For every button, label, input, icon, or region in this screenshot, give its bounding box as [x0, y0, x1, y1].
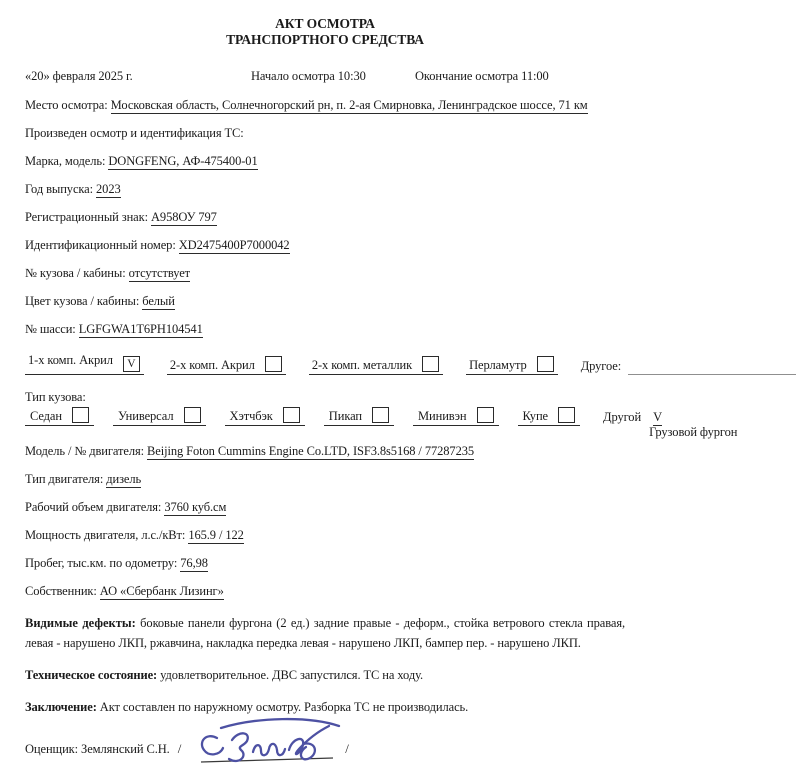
body-type-other-value: Грузовой фургон [649, 425, 738, 439]
paint-checkbox-acryl-2k[interactable] [265, 356, 282, 372]
body-type-option-sedan [25, 407, 94, 426]
signature-image [187, 715, 345, 773]
body-type-option-label: Купе [522, 409, 548, 423]
field-chassis-number [25, 323, 625, 336]
field-value: 3760 куб.см [164, 500, 227, 514]
field-body-color [25, 295, 625, 308]
field-label: Пробег, тыс.км. по одометру: [25, 556, 178, 570]
paint-checkbox-metallic-2k[interactable] [422, 356, 439, 372]
field-engine-volume [25, 501, 625, 514]
field-value: А958ОУ 797 [151, 210, 217, 224]
condition-label: Техническое состояние: [25, 668, 158, 682]
body-type-option-pickup [324, 407, 394, 426]
appraiser-row [25, 741, 625, 757]
field-value: DONGFENG, АФ-475400-01 [108, 154, 258, 168]
body-type-option-label: Минивэн [418, 409, 467, 423]
field-label: Цвет кузова / кабины: [25, 294, 140, 308]
field-owner [25, 585, 625, 598]
field-label: Модель / № двигателя: [25, 444, 144, 458]
field-reg-plate [25, 211, 625, 224]
field-label: Тип двигателя: [25, 472, 104, 486]
paint-option-pearl [466, 356, 558, 375]
inspection-end-time: Окончание осмотра 11:00 [415, 69, 549, 83]
paint-other-label: Другое: [580, 359, 622, 373]
body-type-checkbox-coupe[interactable] [558, 407, 575, 423]
body-type-checkbox-sedan[interactable] [72, 407, 89, 423]
body-type-checkbox-wagon[interactable] [184, 407, 201, 423]
page-title-line2: ТРАНСПОРТНОГО СРЕДСТВА [226, 32, 424, 47]
meta-row [25, 69, 625, 84]
field-value: Московская область, Солнечногорский рн, п. 2-ая Смирновка, Ленинградское шоссе, 71 км [110, 98, 588, 112]
defects-label: Видимые дефекты: [25, 616, 136, 630]
inspection-start-time: Начало осмотра 10:30 [251, 69, 366, 83]
paint-other [581, 359, 796, 375]
body-type-option-wagon [113, 407, 206, 426]
defects-section [25, 613, 625, 653]
body-type-checkbox-hatchback[interactable] [283, 407, 300, 423]
body-type-other-label: Другой [603, 410, 642, 424]
field-label: Регистрационный знак: [25, 210, 148, 224]
signature-open-slash: / [177, 741, 182, 756]
field-value: Beijing Foton Cummins Engine Co.LTD, ISF3.8s5168 / 77287235 [147, 444, 475, 458]
page-title-line1: АКТ ОСМОТРА [275, 16, 375, 31]
body-type-label: Тип кузова: [25, 390, 86, 404]
field-year [25, 183, 625, 196]
field-value: АО «Сбербанк Лизинг» [99, 584, 224, 598]
paint-type-row [25, 353, 625, 375]
defects-text: боковые панели фургона (2 ед.) задние правые - деформ., стойка ветрового стекла правая, левая - нарушено ЛКП, ржавчина, накладка передка левая - нарушено ЛКП, бампер пер. - нарушено ЛКП. [25, 616, 626, 650]
intro-statement: Произведен осмотр и идентификация ТС: [25, 126, 244, 140]
field-mileage [25, 557, 625, 570]
field-value: отсутствует [128, 266, 191, 280]
body-type-option-label: Универсал [118, 409, 174, 423]
field-value: LGFGWA1T6PH104541 [78, 322, 203, 336]
conclusion-label: Заключение: [25, 700, 97, 714]
field-value: XD2475400P7000042 [178, 238, 290, 252]
field-label: Рабочий объем двигателя: [25, 500, 162, 514]
inspection-date: «20» февраля 2025 г. [25, 69, 133, 83]
paint-checkbox-acryl-1k[interactable]: V [123, 356, 140, 372]
field-value: белый [142, 294, 175, 308]
field-label: Марка, модель: [25, 154, 106, 168]
paint-checkbox-pearl[interactable] [537, 356, 554, 372]
body-type-option-label: Хэтчбэк [229, 409, 273, 423]
body-type-option-coupe [518, 407, 581, 426]
body-type-checkbox-pickup[interactable] [372, 407, 389, 423]
body-type-other-mark: V [653, 410, 662, 424]
body-type-other-line[interactable] [649, 410, 738, 439]
field-value: дизель [106, 472, 142, 486]
field-value: 76,98 [180, 556, 208, 570]
page-title [25, 16, 625, 48]
field-label: Мощность двигателя, л.с./кВт: [25, 528, 186, 542]
field-label: Идентификационный номер: [25, 238, 176, 252]
field-vin [25, 239, 625, 252]
body-type-option-label: Седан [30, 409, 62, 423]
body-type-checkbox-minivan[interactable] [477, 407, 494, 423]
paint-option-label: Перламутр [469, 358, 527, 372]
field-make-model [25, 155, 625, 168]
field-engine-type [25, 473, 625, 486]
field-engine-power [25, 529, 625, 542]
field-label: Собственник: [25, 584, 97, 598]
paint-option-label: 1-х комп. Акрил [28, 353, 113, 367]
field-label: Место осмотра: [25, 98, 108, 112]
condition-text: удовлетворительное. ДВС запустился. ТС на ходу. [160, 668, 424, 682]
body-type-row [25, 407, 738, 439]
paint-option-acryl-1k [25, 353, 144, 375]
body-type-option-label: Пикап [328, 409, 362, 423]
field-body-number [25, 267, 625, 280]
body-type-option-hatchback [225, 407, 305, 426]
condition-section [25, 665, 625, 685]
paint-option-metallic-2k [309, 356, 443, 375]
field-value: 165.9 / 122 [188, 528, 244, 542]
field-value: 2023 [96, 182, 121, 196]
paint-option-label: 2-х комп. металлик [311, 358, 413, 372]
paint-other-blank-line[interactable] [628, 362, 796, 375]
conclusion-section [25, 697, 625, 717]
field-label: Год выпуска: [25, 182, 93, 196]
appraiser-label: Оценщик: Землянский С.Н. [25, 741, 170, 756]
signature-close-slash: / [345, 741, 349, 756]
paint-option-label: 2-х комп. Акрил [169, 358, 255, 372]
conclusion-text: Акт составлен по наружному осмотру. Разборка ТС не производилась. [99, 700, 469, 714]
paint-option-acryl-2k [167, 356, 286, 375]
field-engine-model [25, 445, 625, 458]
body-type-option-minivan [413, 407, 498, 426]
field-label: № кузова / кабины: [25, 266, 126, 280]
field-place [25, 99, 625, 112]
field-label: № шасси: [25, 322, 76, 336]
